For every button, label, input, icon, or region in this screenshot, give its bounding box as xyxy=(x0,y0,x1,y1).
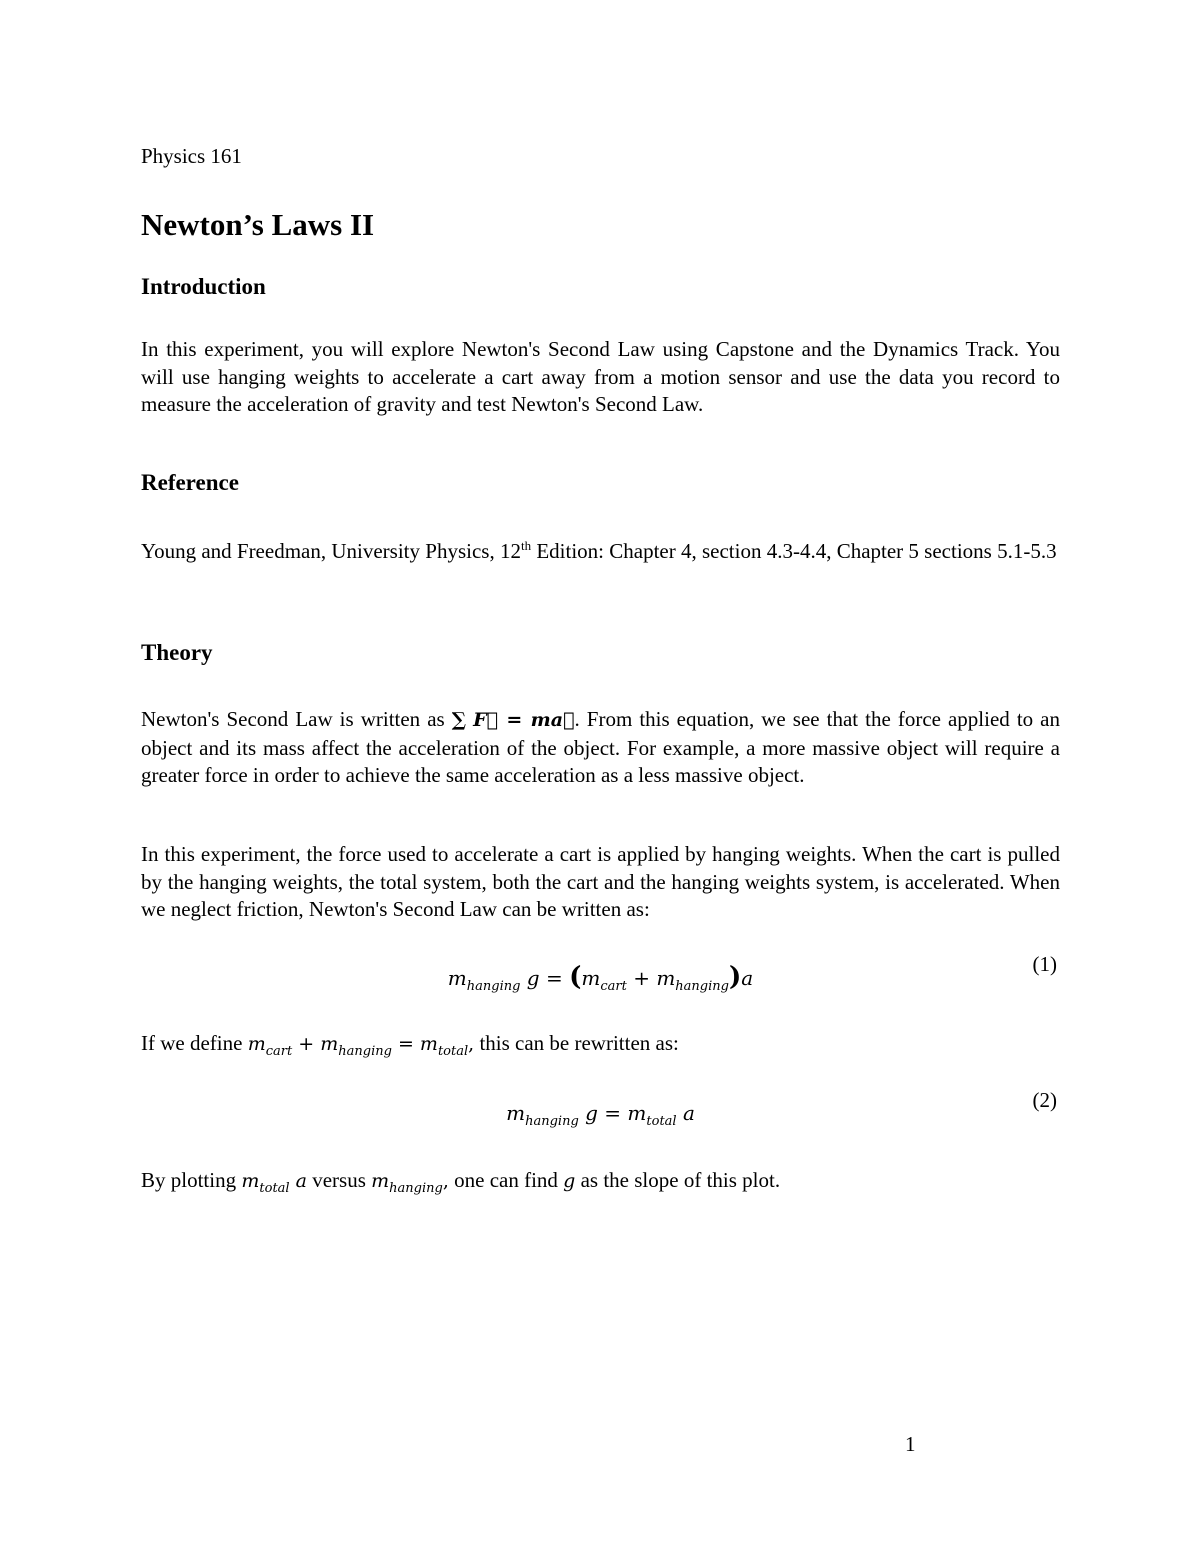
theory-p1-end: . From this equation, we see that the force applied to an object and its mass affect the acceleration of the object. For example, a more massive object will require a greater force in order to achieve the same acceleration as a less massive object. xyxy=(141,707,1061,787)
theory-paragraph-4: By plotting $m_{total}$ a versus $m_{hanging}$, one can find g as the slope of this plot. xyxy=(141,1168,781,1196)
introduction-heading: Introduction xyxy=(141,274,266,299)
introduction-paragraph: In this experiment, you will explore Newton's Second Law using Capstone and the Dynamics Track. You will use hanging weights to accelerate a cart away from a motion sensor and use the data you record to measure the acceleration of gravity and test Newton's Second Law. xyxy=(141,337,1060,416)
reference-paragraph xyxy=(141,532,1060,566)
second-law-equation: F⃗ = ma⃗ xyxy=(473,709,575,731)
theory-paragraph-3: If we define $m_{cart} + m_{hanging} = m_{total}$, this can be rewritten as: xyxy=(141,1031,679,1059)
course-label: Physics 161 xyxy=(141,144,242,168)
theory-p1-start: Newton's Second Law is written as xyxy=(141,707,452,731)
mass-sum-equation: $m_{cart} + m_{hanging} = m_{total}$, xyxy=(247,1033,475,1059)
sum-symbol: ∑ xyxy=(451,709,467,731)
reference-heading: Reference xyxy=(141,470,239,495)
document-page xyxy=(141,0,1061,1553)
reference-text-start: Young and Freedman, University Physics, 12 xyxy=(141,539,521,563)
theory-paragraph-2: In this experiment, the force used to accelerate a cart is applied by hanging weights. When the cart is pulled by the hanging weights, the total system, both the cart and the hanging weights system, is accelerated. When we neglect friction, Newton's Second Law can be written as: xyxy=(141,842,1060,921)
reference-text-end: Edition: Chapter 4, section 4.3-4.4, Chapter 5 sections 5.1-5.3 xyxy=(531,539,1057,563)
equation-2: $m_{hanging}$ $g = m_{total}$ a xyxy=(506,1101,695,1129)
page-number: 1 xyxy=(905,1432,916,1456)
equation-2-number: (2) xyxy=(1032,1088,1057,1112)
page-title: Newton’s Laws II xyxy=(141,207,375,242)
equation-1: $m_{hanging}$ $g = (m_{cart} + m_{hanging})a$ xyxy=(447,962,754,994)
equation-1-number: (1) xyxy=(1032,952,1057,976)
theory-heading: Theory xyxy=(141,640,213,665)
reference-superscript: th xyxy=(520,538,532,553)
theory-paragraph-1 xyxy=(141,706,1060,790)
